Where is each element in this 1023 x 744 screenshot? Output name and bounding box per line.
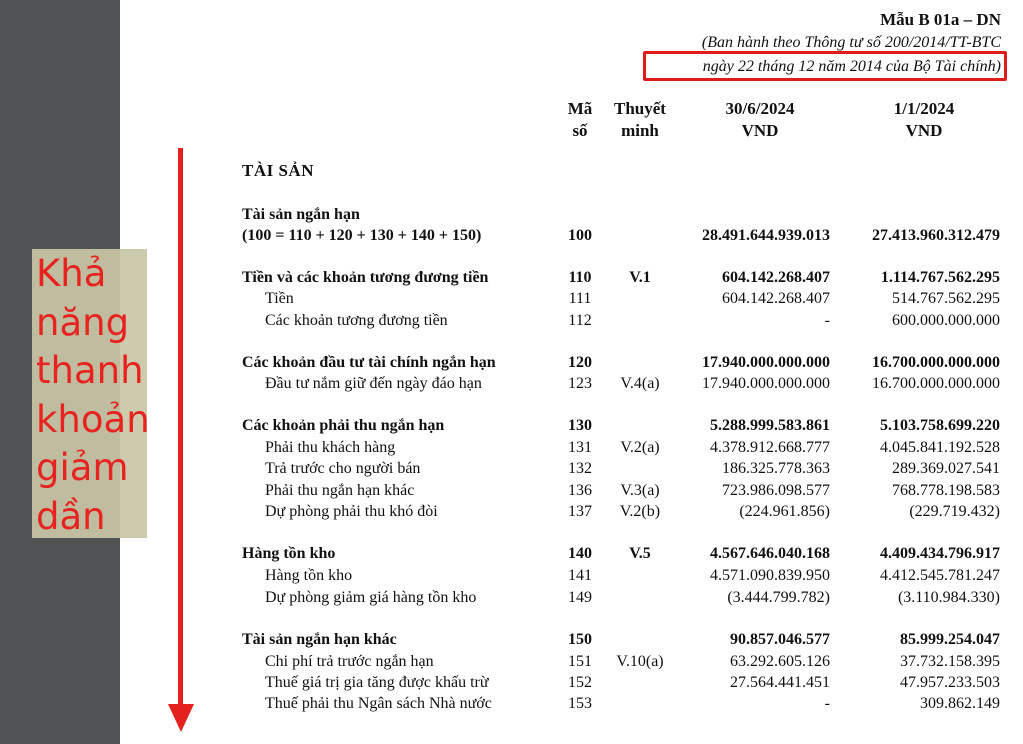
table-row xyxy=(0,693,1023,715)
row-value-period-2: 4.045.841.192.528 xyxy=(880,439,1000,456)
row-value-period-1: 4.378.912.668.777 xyxy=(710,439,830,456)
issued-by-line-2: ngày 22 tháng 12 năm 2014 của Bộ Tài chính) xyxy=(702,58,1001,75)
row-name: Hàng tồn kho xyxy=(242,545,336,562)
row-value-period-1: 17.940.000.000.000 xyxy=(702,375,830,392)
down-arrow-shaft xyxy=(178,148,183,718)
row-value-period-1: 17.940.000.000.000 xyxy=(702,354,830,371)
row-name: Trả trước cho người bán xyxy=(265,460,421,477)
row-name: Tiền và các khoản tương đương tiền xyxy=(242,269,489,286)
row-value-period-2: 85.999.254.047 xyxy=(900,631,1000,648)
row-code: 140 xyxy=(568,545,592,562)
table-row xyxy=(0,267,1023,289)
table-row xyxy=(0,225,1023,247)
row-value-period-2: 514.767.562.295 xyxy=(892,290,1000,307)
row-value-period-1: 27.564.441.451 xyxy=(730,674,830,691)
table-row xyxy=(0,373,1023,395)
row-value-period-2: 600.000.000.000 xyxy=(892,312,1000,329)
row-name: Tiền xyxy=(265,290,294,307)
row-value-period-1: 604.142.268.407 xyxy=(722,290,830,307)
row-value-period-1: 4.567.646.040.168 xyxy=(710,545,830,562)
table-row xyxy=(0,565,1023,587)
row-code: 123 xyxy=(568,375,592,392)
annotation-line: Khả xyxy=(36,252,107,295)
row-name: Các khoản tương đương tiền xyxy=(265,312,448,329)
annotation-line: khoản xyxy=(36,397,150,441)
row-value-period-1: 4.571.090.839.950 xyxy=(710,567,830,584)
table-row xyxy=(0,587,1023,609)
row-value-period-2: 16.700.000.000.000 xyxy=(872,354,1000,371)
table-row xyxy=(0,651,1023,673)
row-code: 150 xyxy=(568,631,592,648)
table-row xyxy=(0,352,1023,374)
row-name: Tài sản ngắn hạn khác xyxy=(242,631,397,648)
row-code: 137 xyxy=(568,503,592,520)
row-value-period-2: 768.778.198.583 xyxy=(892,482,1000,499)
row-value-period-1: (3.444.799.782) xyxy=(727,589,830,606)
row-name: Phải thu ngắn hạn khác xyxy=(265,482,415,499)
annotation-line: thanh xyxy=(36,349,144,392)
row-note: V.2(a) xyxy=(620,439,660,456)
table-row xyxy=(0,629,1023,651)
row-value-period-2: 37.732.158.395 xyxy=(900,653,1000,670)
section-title: TÀI SẢN xyxy=(242,161,314,180)
row-value-period-1: 723.986.098.577 xyxy=(722,482,830,499)
header-note: Thuyết minh xyxy=(614,99,666,140)
row-name: Dự phòng giảm giá hàng tồn kho xyxy=(265,589,477,606)
table-row xyxy=(0,310,1023,332)
row-code: 153 xyxy=(568,695,592,712)
row-value-period-1: 186.325.778.363 xyxy=(722,460,830,477)
row-note: V.10(a) xyxy=(616,653,664,670)
header-period-1: 30/6/2024 VND xyxy=(725,99,795,140)
row-value-period-2: (229.719.432) xyxy=(909,503,1000,520)
annotation-line: giảm xyxy=(36,446,129,489)
table-row xyxy=(0,458,1023,480)
issued-by-line-1: (Ban hành theo Thông tư số 200/2014/TT-BTC xyxy=(701,34,1001,51)
row-name: Đầu tư nắm giữ đến ngày đáo hạn xyxy=(265,375,482,392)
row-value-period-2: 1.114.767.562.295 xyxy=(880,269,1000,286)
table-row xyxy=(0,543,1023,565)
liquidity-annotation xyxy=(36,250,150,541)
row-value-period-1: 90.857.046.577 xyxy=(730,631,830,648)
down-arrow-icon xyxy=(168,704,194,732)
row-value-period-2: 4.409.434.796.917 xyxy=(880,545,1000,562)
row-value-period-2: 16.700.000.000.000 xyxy=(872,375,1000,392)
row-code: 141 xyxy=(568,567,592,584)
row-value-period-2: 5.103.758.699.220 xyxy=(880,417,1000,434)
row-value-period-1: - xyxy=(824,312,830,329)
table-row xyxy=(0,672,1023,694)
row-code: 132 xyxy=(568,460,592,477)
row-value-period-1: (224.961.856) xyxy=(739,503,830,520)
table-row xyxy=(0,480,1023,502)
table-row xyxy=(0,437,1023,459)
row-code: 131 xyxy=(568,439,592,456)
row-name: Chi phí trả trước ngắn hạn xyxy=(265,653,434,670)
row-code: 112 xyxy=(568,312,592,329)
row-name: Dự phòng phải thu khó đòi xyxy=(265,503,438,520)
row-code: 136 xyxy=(568,482,592,499)
row-code: 130 xyxy=(568,417,592,434)
table-row xyxy=(0,288,1023,310)
form-code: Mẫu B 01a – DN xyxy=(880,10,1001,29)
row-value-period-2: 309.862.149 xyxy=(920,695,1000,712)
row-note: V.2(b) xyxy=(619,503,661,520)
row-code: 151 xyxy=(568,653,592,670)
table-row xyxy=(0,501,1023,523)
row-value-period-2: 27.413.960.312.479 xyxy=(872,227,1000,244)
annotation-line: năng xyxy=(36,300,130,344)
table-row xyxy=(0,204,1023,226)
row-name: Thuế giá trị gia tăng được khấu trừ xyxy=(265,674,489,691)
row-code: 120 xyxy=(568,354,592,371)
row-code: 100 xyxy=(568,227,592,244)
row-value-period-2: 47.957.233.503 xyxy=(900,674,1000,691)
row-note: V.5 xyxy=(629,545,651,562)
header-period-2: 1/1/2024 VND xyxy=(893,99,955,140)
row-name: (100 = 110 + 120 + 130 + 140 + 150) xyxy=(242,227,482,244)
row-name: Thuế phải thu Ngân sách Nhà nước xyxy=(265,695,492,712)
annotation-line: dần xyxy=(36,494,106,538)
row-name: Tài sản ngắn hạn xyxy=(242,206,360,223)
table-row xyxy=(0,415,1023,437)
row-code: 152 xyxy=(568,674,592,691)
row-name: Các khoản phải thu ngắn hạn xyxy=(242,417,445,434)
row-name: Hàng tồn kho xyxy=(265,567,353,584)
row-code: 110 xyxy=(568,269,592,286)
header-code: Mã số xyxy=(567,99,593,140)
row-value-period-2: 289.369.027.541 xyxy=(892,460,1000,477)
row-value-period-1: 28.491.644.939.013 xyxy=(702,227,830,244)
row-value-period-1: 5.288.999.583.861 xyxy=(710,417,830,434)
row-name: Các khoản đầu tư tài chính ngắn hạn xyxy=(242,354,496,371)
row-value-period-2: (3.110.984.330) xyxy=(897,589,1000,606)
row-value-period-1: 63.292.605.126 xyxy=(730,653,830,670)
row-value-period-1: 604.142.268.407 xyxy=(722,269,830,286)
highlight-box xyxy=(643,51,1007,81)
row-code: 111 xyxy=(568,290,592,307)
row-note: V.3(a) xyxy=(620,482,660,499)
row-value-period-1: - xyxy=(824,695,830,712)
row-note: V.4(a) xyxy=(620,375,660,392)
row-name: Phải thu khách hàng xyxy=(265,439,396,456)
row-code: 149 xyxy=(568,589,592,606)
row-value-period-2: 4.412.545.781.247 xyxy=(880,567,1000,584)
row-note: V.1 xyxy=(629,269,651,286)
